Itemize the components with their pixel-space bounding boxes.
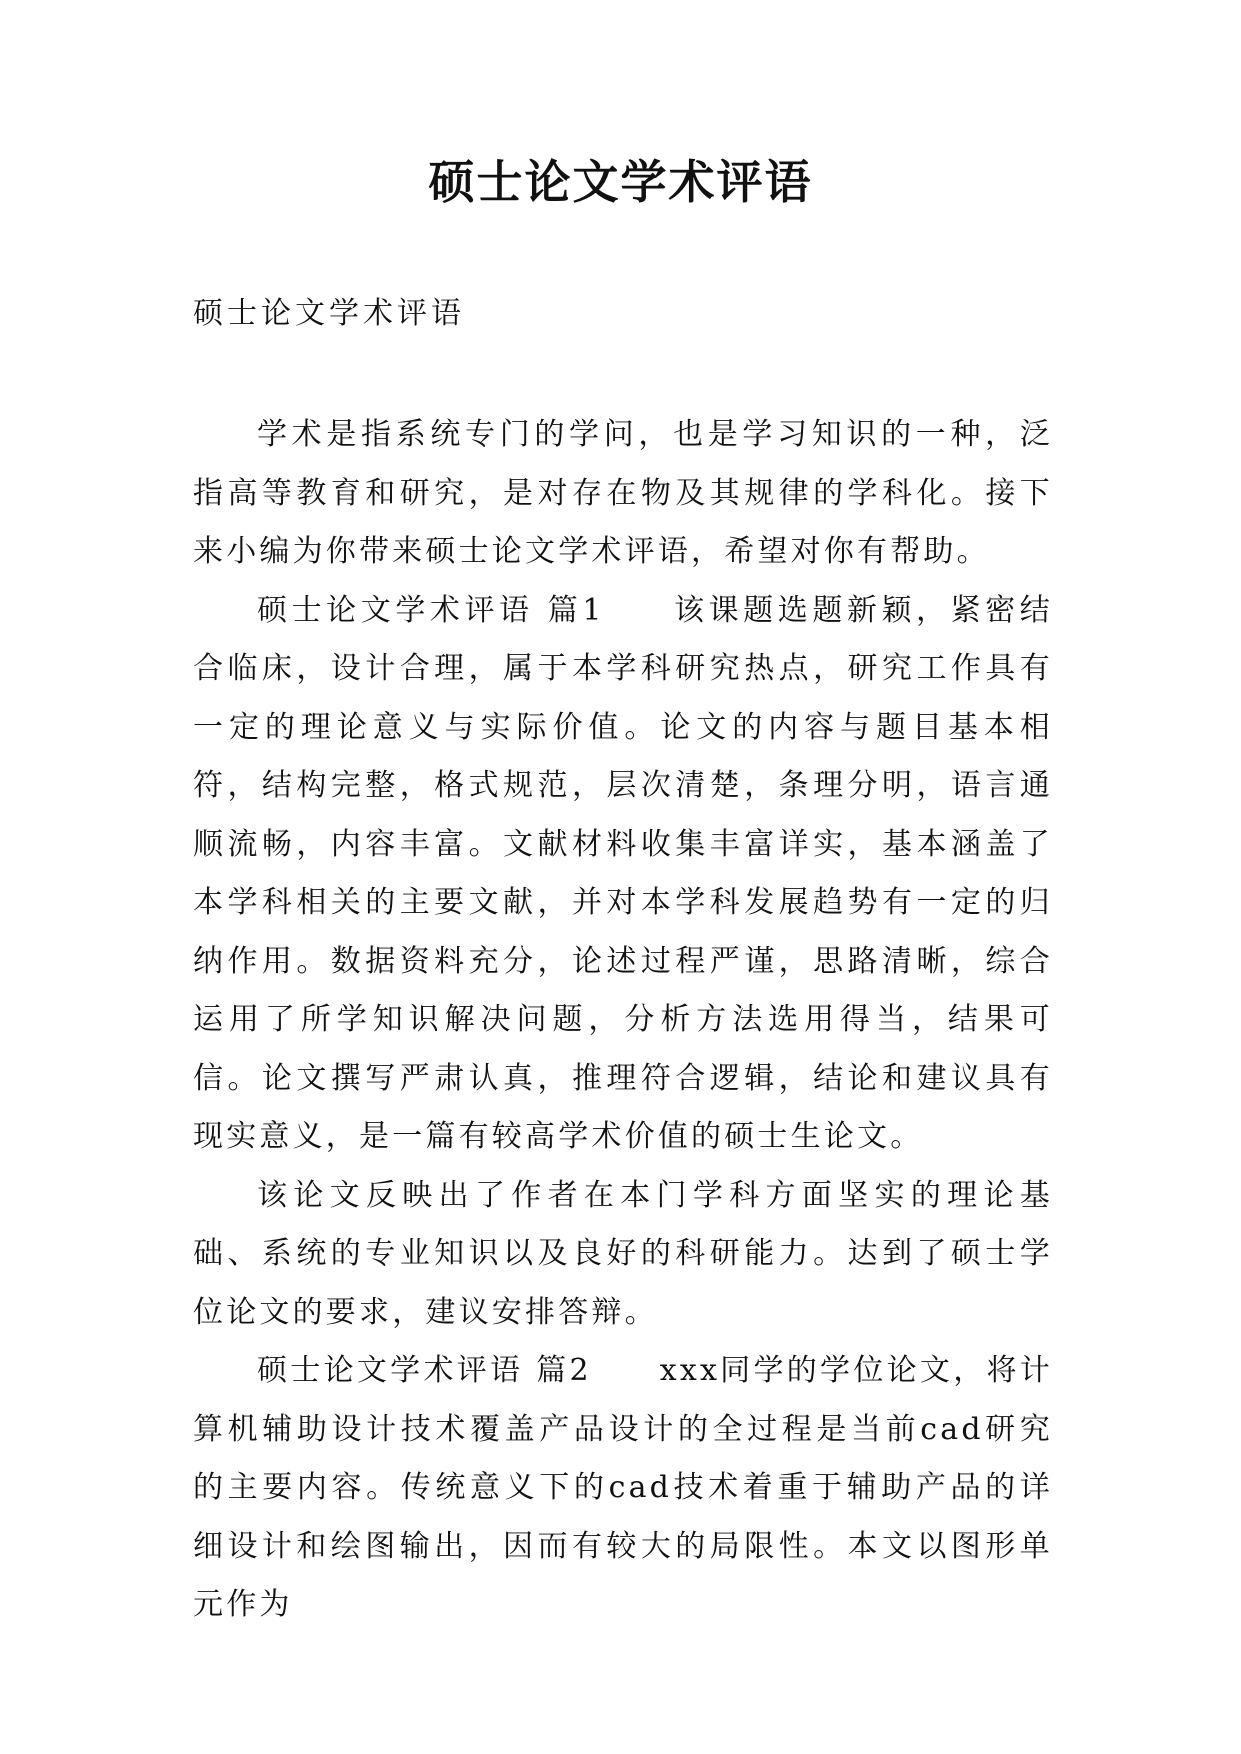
paragraph-section-1-conclusion	[193, 1167, 1053, 1343]
document-subtitle: 硕士论文学术评语	[193, 296, 465, 331]
paragraph-text: xxx同学的学位论文，将计算机辅助设计技术覆盖产品设计的全过程是当前cad研究的主要内容。传统意义下的cad技术着重于辅助产品的详细设计和绘图输出，因而有较大的局限性。本文以图形单元作为	[193, 1353, 1053, 1622]
paragraph-text: 该课题选题新颖，紧密结合临床，设计合理，属于本学科研究热点，研究工作具有一定的理论意义与实际价值。论文的内容与题目基本相符，结构完整，格式规范，层次清楚，条理分明，语言通顺流畅，内容丰富。文献材料收集丰富详实，基本涵盖了本学科相关的主要文献，并对本学科发展趋势有一定的归纳作用。数据资料充分，论述过程严谨，思路清晰，综合运用了所学知识解决问题，分析方法选用得当，结果可信。论文撰写严肃认真，推理符合逻辑，结论和建议具有现实意义，是一篇有较高学术价值的硕士生论文。	[193, 592, 1053, 1154]
section-heading: 硕士论文学术评语 篇1	[257, 592, 605, 628]
document-title: 硕士论文学术评语	[428, 155, 813, 209]
paragraph-section-2	[193, 1342, 1053, 1635]
paragraph-section-1	[193, 582, 1053, 1167]
section-heading: 硕士论文学术评语 篇2	[257, 1353, 592, 1388]
document-body	[193, 406, 1053, 1635]
paragraph-text: 学术是指系统专门的学问，也是学习知识的一种，泛指高等教育和研究，是对存在物及其规律的学科化。接下来小编为你带来硕士论文学术评语，希望对你有帮助。	[193, 417, 1053, 569]
paragraph-text: 该论文反映出了作者在本门学科方面坚实的理论基础、系统的专业知识以及良好的科研能力。达到了硕士学位论文的要求，建议安排答辩。	[193, 1177, 1053, 1330]
paragraph-intro	[193, 406, 1053, 582]
